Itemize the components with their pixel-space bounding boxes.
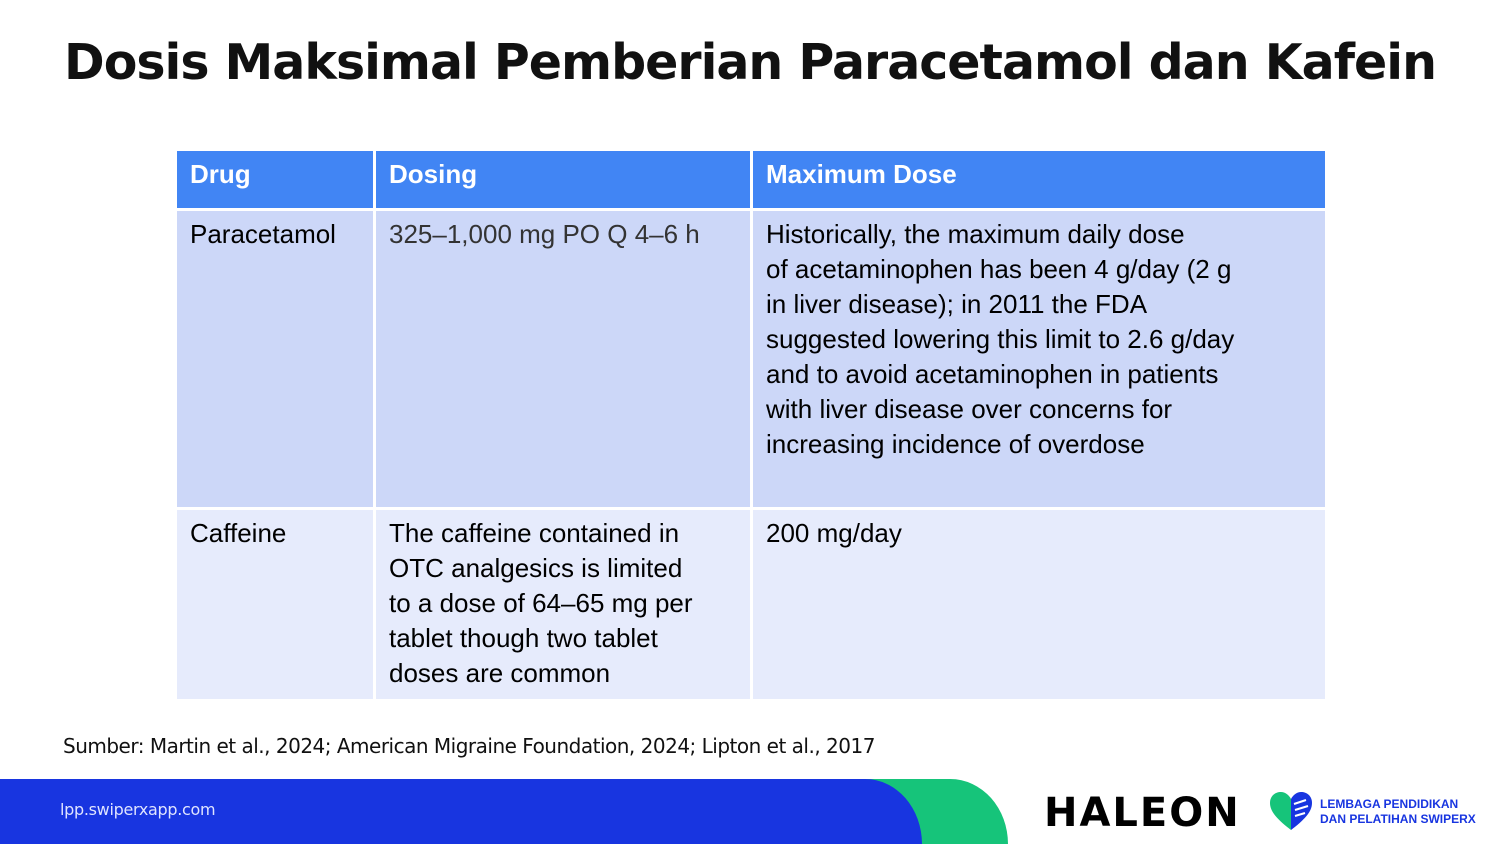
text-line: OTC analgesics is limited xyxy=(389,553,683,583)
text-line: to a dose of 64–65 mg per xyxy=(389,588,693,618)
source-citation: Sumber: Martin et al., 2024; American Migraine Foundation, 2024; Lipton et al., 2017 xyxy=(63,734,875,758)
text-line: tablet though two tablet xyxy=(389,623,658,653)
header-dosing: Dosing xyxy=(375,150,752,210)
text-line: of acetaminophen has been 4 g/day (2 g xyxy=(766,254,1232,284)
text-line: Historically, the maximum daily dose xyxy=(766,219,1185,249)
text-line: in liver disease); in 2011 the FDA xyxy=(766,289,1148,319)
table-header-row xyxy=(176,150,1327,210)
lpp-line-1: LEMBAGA PENDIDIKAN xyxy=(1320,797,1459,811)
heart-icon xyxy=(1268,790,1314,832)
text-line: with liver disease over concerns for xyxy=(766,394,1173,424)
header-maximum-dose: Maximum Dose xyxy=(752,150,1327,210)
cell-maximum-dose xyxy=(752,210,1327,509)
text-line: The caffeine contained in xyxy=(389,518,680,548)
text-line: doses are common xyxy=(389,658,611,688)
text-line: suggested lowering this limit to 2.6 g/day xyxy=(766,324,1235,354)
cell-dosing: 325–1,000 mg PO Q 4–6 h xyxy=(375,210,752,509)
lpp-line-2: DAN PELATIHAN SWIPERX xyxy=(1320,812,1476,826)
cell-drug: Paracetamol xyxy=(176,210,375,509)
haleon-logo: HALEON xyxy=(1044,790,1241,836)
table-row xyxy=(176,210,1327,509)
header-drug: Drug xyxy=(176,150,375,210)
cell-maximum-dose: 200 mg/day xyxy=(752,509,1327,701)
page-title: Dosis Maksimal Pemberian Paracetamol dan Kafein xyxy=(64,34,1436,91)
table-row xyxy=(176,509,1327,701)
text-line: and to avoid acetaminophen in patients xyxy=(766,359,1219,389)
cell-drug: Caffeine xyxy=(176,509,375,701)
footer-url: lpp.swiperxapp.com xyxy=(60,800,216,819)
text-line: increasing incidence of overdose xyxy=(766,429,1145,459)
lpp-logo-text xyxy=(1320,797,1476,827)
cell-dosing xyxy=(375,509,752,701)
dose-table xyxy=(174,148,1325,702)
